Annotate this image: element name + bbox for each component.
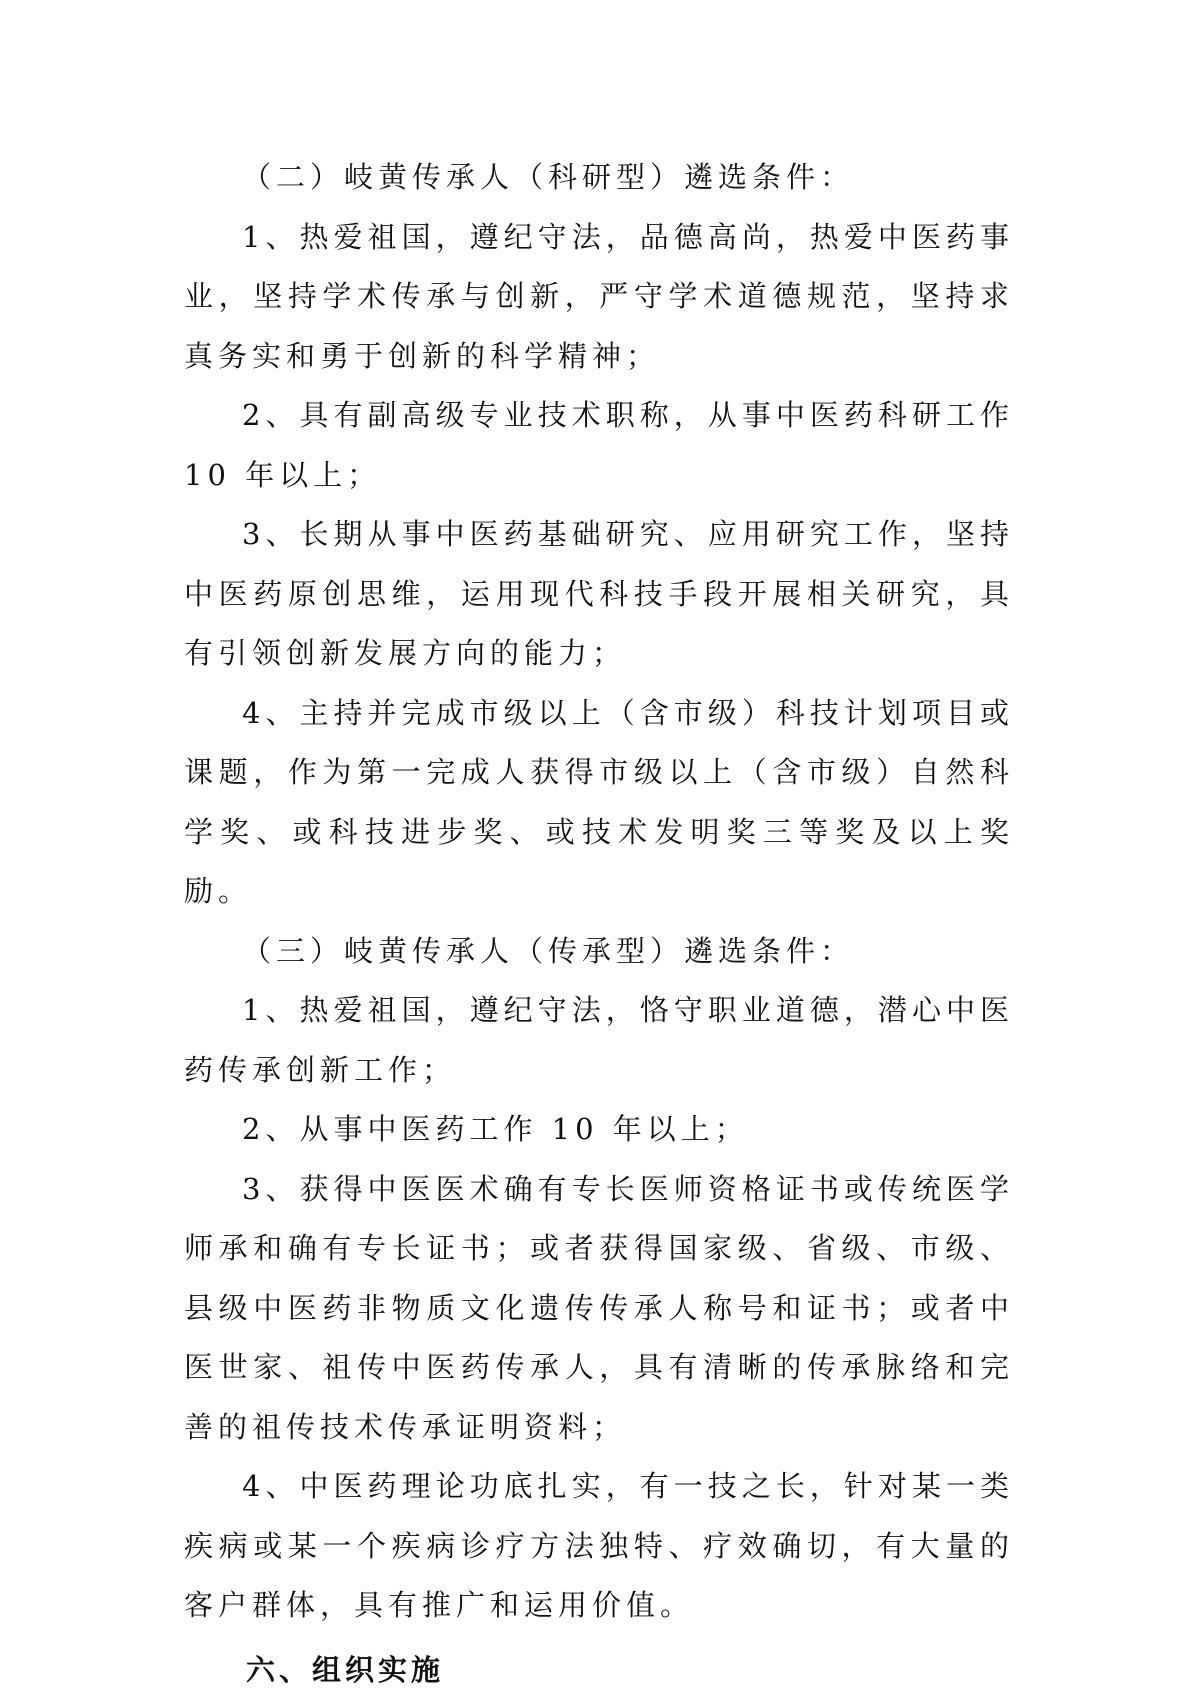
section-heading-organization: 六、组织实施: [246, 1652, 445, 1687]
research-criterion-4: 4、主持并完成市级以上（含市级）科技计划项目或课题，作为第一完成人获得市级以上（含市级）自然科学奖、或科技进步奖、或技术发明奖三等奖及以上奖励。: [184, 695, 1014, 908]
research-criterion-3: 3、长期从事中医药基础研究、应用研究工作，坚持中医药原创思维，运用现代科技手段开展相关研究，具有引领创新发展方向的能力；: [184, 517, 1014, 670]
inheritance-criterion-3: 3、获得中医医术确有专长医师资格证书或传统医学师承和确有专长证书；或者获得国家级、省级、市级、县级中医药非物质文化遗传传承人称号和证书；或者中医世家、祖传中医药传承人，具有清晰的传承脉络和完善的祖传技术传承证明资料；: [184, 1171, 1014, 1444]
research-criterion-1: 1、热爱祖国，遵纪守法，品德高尚，热爱中医药事业，坚持学术传承与创新，严守学术道德规范，坚持求真务实和勇于创新的科学精神；: [184, 219, 1014, 373]
inheritance-criterion-4: 4、中医药理论功底扎实，有一技之长，针对某一类疾病或某一个疾病诊疗方法独特、疗效确切，有大量的客户群体，具有推广和运用价值。: [184, 1469, 1014, 1622]
inheritance-criterion-2: 2、从事中医药工作 10 年以上；: [242, 1112, 749, 1146]
research-criterion-2: 2、具有副高级专业技术职称，从事中医药科研工作 10 年以上；: [184, 398, 1014, 492]
inheritance-criterion-1: 1、热爱祖国，遵纪守法，恪守职业道德，潜心中医药传承创新工作；: [184, 993, 1014, 1087]
subsection-heading-inheritance: （三）岐黄传承人（传承型）遴选条件：: [242, 933, 855, 968]
subsection-heading-research: （二）岐黄传承人（科研型）遴选条件：: [242, 160, 855, 194]
document-body: [184, 148, 1014, 1700]
